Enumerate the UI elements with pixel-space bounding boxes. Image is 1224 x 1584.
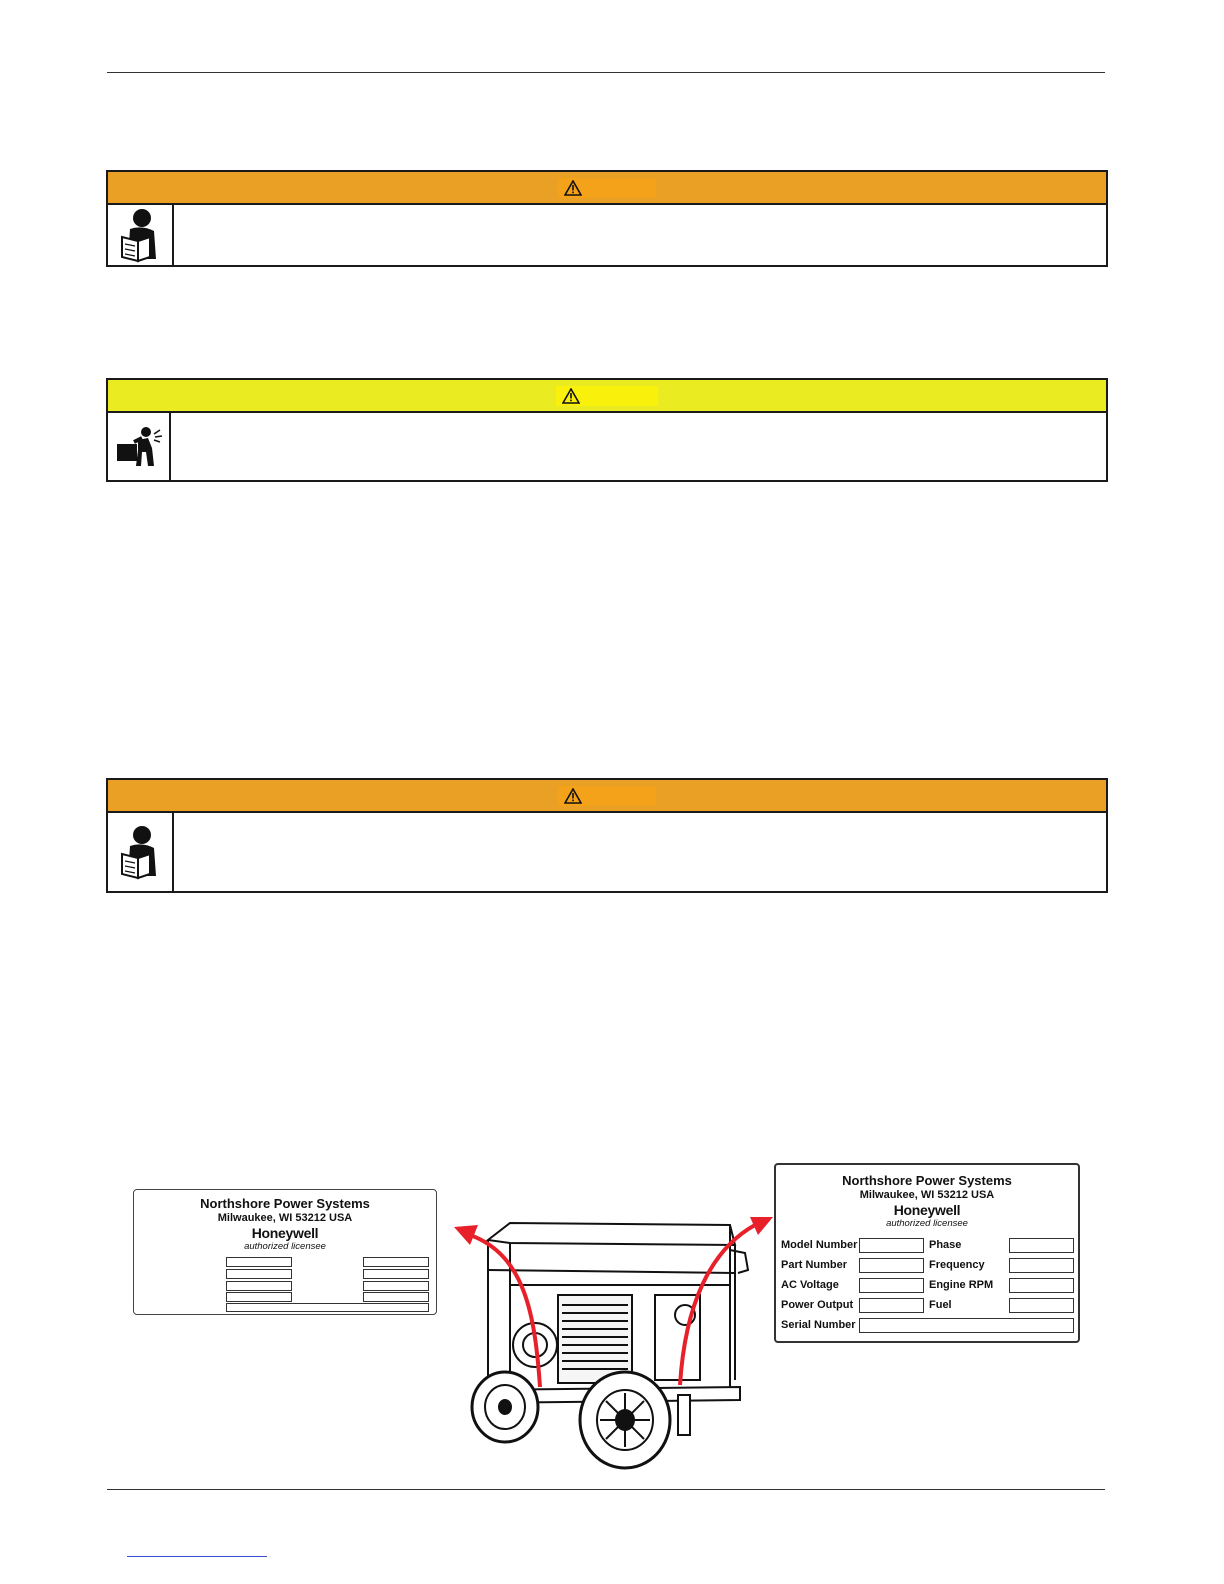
warning-triangle-icon bbox=[564, 788, 582, 804]
fuel-label: Fuel bbox=[929, 1299, 952, 1311]
footer-link-underline[interactable] bbox=[127, 1556, 267, 1557]
ac-voltage-label: AC Voltage bbox=[781, 1279, 839, 1291]
ac-voltage-field bbox=[859, 1278, 924, 1293]
power-output-label: Power Output bbox=[781, 1299, 854, 1311]
lifting-hazard-icon bbox=[108, 413, 171, 480]
label-field bbox=[363, 1269, 429, 1279]
engine-rpm-label: Engine RPM bbox=[929, 1279, 994, 1291]
signal-word-highlight bbox=[558, 786, 656, 806]
label-field bbox=[226, 1257, 292, 1267]
label-address: Milwaukee, WI 53212 USA bbox=[859, 1189, 995, 1201]
phase-label: Phase bbox=[929, 1239, 962, 1251]
read-manual-icon bbox=[108, 813, 174, 891]
label-field bbox=[363, 1257, 429, 1267]
label-field bbox=[226, 1292, 292, 1302]
warning-text-1 bbox=[174, 205, 1106, 265]
label-licensee: authorized licensee bbox=[244, 1241, 326, 1252]
warning-box-3 bbox=[106, 778, 1108, 893]
serial-number-field bbox=[859, 1318, 1074, 1333]
power-output-field bbox=[859, 1298, 924, 1313]
data-label-small bbox=[133, 1189, 437, 1315]
label-licensee: authorized licensee bbox=[886, 1218, 968, 1229]
fuel-field bbox=[1009, 1298, 1074, 1313]
warning-header-2 bbox=[108, 380, 1106, 413]
label-serial-field bbox=[226, 1303, 429, 1312]
warning-triangle-icon bbox=[562, 388, 580, 404]
top-rule bbox=[107, 72, 1105, 73]
signal-word-highlight bbox=[558, 178, 656, 198]
read-manual-icon bbox=[108, 205, 174, 265]
serial-number-label: Serial Number bbox=[781, 1319, 856, 1331]
label-company: Northshore Power Systems bbox=[200, 1196, 370, 1211]
frequency-label: Frequency bbox=[929, 1259, 985, 1271]
part-number-field bbox=[859, 1258, 924, 1273]
engine-rpm-field bbox=[1009, 1278, 1074, 1293]
phase-field bbox=[1009, 1238, 1074, 1253]
warning-header-1 bbox=[108, 172, 1106, 205]
frequency-field bbox=[1009, 1258, 1074, 1273]
data-label-large bbox=[774, 1163, 1080, 1343]
label-field bbox=[363, 1281, 429, 1291]
part-number-label: Part Number bbox=[781, 1259, 848, 1271]
label-field bbox=[363, 1292, 429, 1302]
label-brand-logo: Honeywell bbox=[251, 1225, 319, 1241]
warning-header-3 bbox=[108, 780, 1106, 813]
warning-text-2 bbox=[171, 413, 1106, 480]
bottom-rule bbox=[107, 1489, 1105, 1490]
warning-box-1 bbox=[106, 170, 1108, 267]
label-brand-logo: Honeywell bbox=[893, 1202, 961, 1218]
model-number-field bbox=[859, 1238, 924, 1253]
warning-text-3 bbox=[174, 813, 1106, 891]
warning-box-2 bbox=[106, 378, 1108, 482]
warning-triangle-icon bbox=[564, 180, 582, 196]
label-field bbox=[226, 1281, 292, 1291]
signal-word-highlight bbox=[556, 386, 658, 406]
label-field bbox=[226, 1269, 292, 1279]
model-number-label: Model Number bbox=[781, 1239, 858, 1251]
label-address: Milwaukee, WI 53212 USA bbox=[217, 1212, 353, 1224]
generator-illustration bbox=[440, 1195, 780, 1470]
label-company: Northshore Power Systems bbox=[842, 1173, 1012, 1188]
